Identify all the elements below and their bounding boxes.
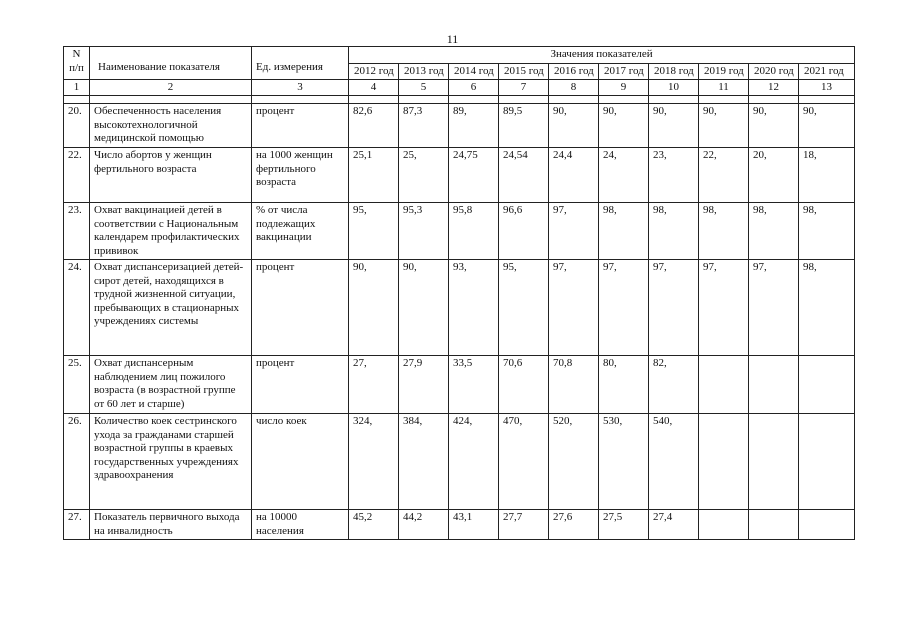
value-cell: 24, — [599, 148, 649, 203]
column-number: 10 — [649, 80, 699, 96]
value-cell: 90, — [599, 104, 649, 148]
value-cell: 18, — [799, 148, 855, 203]
value-cell: 27,5 — [599, 510, 649, 540]
row-number: 24. — [64, 260, 90, 356]
value-cell — [749, 510, 799, 540]
spacer-cell — [599, 96, 649, 104]
indicator-name: Охват диспансеризацией детей-сирот детей, находящихся в трудной жизненной ситуации, пребывающих в стационарных учреждениях системы — [90, 260, 252, 356]
value-cell: 97, — [749, 260, 799, 356]
indicator-name: Показатель первичного выхода на инвалидность — [90, 510, 252, 540]
value-cell — [699, 414, 749, 510]
header-year: 2013 год — [399, 63, 449, 80]
header-year: 2019 год — [699, 63, 749, 80]
indicator-unit: число коек — [252, 414, 349, 510]
value-cell: 90, — [349, 260, 399, 356]
table-row — [64, 510, 855, 540]
value-cell: 89,5 — [499, 104, 549, 148]
value-cell: 27, — [349, 356, 399, 414]
column-number: 6 — [449, 80, 499, 96]
spacer-cell — [90, 96, 252, 104]
value-cell — [749, 414, 799, 510]
row-number: 25. — [64, 356, 90, 414]
value-cell: 90, — [399, 260, 449, 356]
value-cell: 24,54 — [499, 148, 549, 203]
value-cell: 95, — [349, 203, 399, 260]
value-cell — [799, 510, 855, 540]
spacer-cell — [349, 96, 399, 104]
value-cell: 27,9 — [399, 356, 449, 414]
value-cell: 96,6 — [499, 203, 549, 260]
indicator-unit: на 1000 женщин фертильного возраста — [252, 148, 349, 203]
spacer-cell — [449, 96, 499, 104]
spacer-cell — [499, 96, 549, 104]
header-num: N п/п — [64, 47, 90, 80]
value-cell: 470, — [499, 414, 549, 510]
table-row — [64, 414, 855, 510]
value-cell: 90, — [699, 104, 749, 148]
value-cell: 90, — [649, 104, 699, 148]
header-year: 2012 год — [349, 63, 399, 80]
header-row-top — [64, 47, 855, 64]
value-cell: 44,2 — [399, 510, 449, 540]
value-cell: 22, — [699, 148, 749, 203]
value-cell: 97, — [649, 260, 699, 356]
value-cell: 70,8 — [549, 356, 599, 414]
value-cell: 23, — [649, 148, 699, 203]
value-cell: 95,8 — [449, 203, 499, 260]
spacer-cell — [649, 96, 699, 104]
value-cell — [799, 356, 855, 414]
value-cell: 97, — [549, 203, 599, 260]
spacer-cell — [399, 96, 449, 104]
value-cell: 25, — [399, 148, 449, 203]
value-cell: 27,7 — [499, 510, 549, 540]
header-year: 2017 год — [599, 63, 649, 80]
value-cell: 27,6 — [549, 510, 599, 540]
value-cell: 24,75 — [449, 148, 499, 203]
value-cell: 98, — [649, 203, 699, 260]
spacer-cell — [749, 96, 799, 104]
indicator-unit: на 10000 населения — [252, 510, 349, 540]
value-cell — [749, 356, 799, 414]
indicator-name: Число абортов у женщин фертильного возраста — [90, 148, 252, 203]
value-cell: 98, — [749, 203, 799, 260]
value-cell: 98, — [799, 260, 855, 356]
header-year: 2020 год — [749, 63, 799, 80]
row-number: 26. — [64, 414, 90, 510]
row-number: 20. — [64, 104, 90, 148]
column-number: 9 — [599, 80, 649, 96]
table-row — [64, 104, 855, 148]
value-cell: 20, — [749, 148, 799, 203]
value-cell: 87,3 — [399, 104, 449, 148]
value-cell: 97, — [699, 260, 749, 356]
header-unit: Ед. измерения — [252, 47, 349, 80]
value-cell: 98, — [699, 203, 749, 260]
column-number: 12 — [749, 80, 799, 96]
column-number: 4 — [349, 80, 399, 96]
value-cell: 95, — [499, 260, 549, 356]
spacer-cell — [699, 96, 749, 104]
column-number: 3 — [252, 80, 349, 96]
indicator-unit: процент — [252, 260, 349, 356]
column-number: 11 — [699, 80, 749, 96]
page-number: 11 — [446, 32, 459, 46]
column-number: 5 — [399, 80, 449, 96]
value-cell: 90, — [749, 104, 799, 148]
indicator-name: Количество коек сестринского ухода за гражданами старшей возрастной группы в краевых государственных учреждениях здравоохранения — [90, 414, 252, 510]
value-cell: 530, — [599, 414, 649, 510]
header-year: 2015 год — [499, 63, 549, 80]
column-number: 8 — [549, 80, 599, 96]
value-cell: 97, — [549, 260, 599, 356]
value-cell: 520, — [549, 414, 599, 510]
value-cell: 98, — [799, 203, 855, 260]
value-cell — [699, 356, 749, 414]
row-number: 23. — [64, 203, 90, 260]
value-cell: 89, — [449, 104, 499, 148]
header-year: 2021 год — [799, 63, 855, 80]
indicator-name: Охват диспансерным наблюдением лиц пожилого возраста (в возрастной группе от 60 лет и старше) — [90, 356, 252, 414]
row-number: 22. — [64, 148, 90, 203]
value-cell: 43,1 — [449, 510, 499, 540]
column-numbers-row — [64, 80, 855, 96]
value-cell: 324, — [349, 414, 399, 510]
table-body — [64, 96, 855, 540]
value-cell: 384, — [399, 414, 449, 510]
column-number: 7 — [499, 80, 549, 96]
value-cell: 70,6 — [499, 356, 549, 414]
row-number: 27. — [64, 510, 90, 540]
table-row — [64, 260, 855, 356]
spacer-row — [64, 96, 855, 104]
value-cell: 80, — [599, 356, 649, 414]
table-row — [64, 356, 855, 414]
value-cell: 82, — [649, 356, 699, 414]
value-cell: 90, — [549, 104, 599, 148]
spacer-cell — [799, 96, 855, 104]
indicator-unit: процент — [252, 104, 349, 148]
spacer-cell — [252, 96, 349, 104]
value-cell: 93, — [449, 260, 499, 356]
value-cell: 82,6 — [349, 104, 399, 148]
column-number: 13 — [799, 80, 855, 96]
table-row — [64, 148, 855, 203]
header-year: 2018 год — [649, 63, 699, 80]
indicator-unit: процент — [252, 356, 349, 414]
spacer-cell — [549, 96, 599, 104]
value-cell: 33,5 — [449, 356, 499, 414]
value-cell: 97, — [599, 260, 649, 356]
value-cell: 27,4 — [649, 510, 699, 540]
table-row — [64, 203, 855, 260]
header-name: Наименование показателя — [90, 47, 252, 80]
value-cell: 24,4 — [549, 148, 599, 203]
value-cell: 45,2 — [349, 510, 399, 540]
value-cell — [699, 510, 749, 540]
value-cell: 98, — [599, 203, 649, 260]
header-values-group: Значения показателей — [349, 47, 855, 64]
spacer-cell — [64, 96, 90, 104]
column-number: 2 — [90, 80, 252, 96]
indicator-unit: % от числа подлежащих вакцинации — [252, 203, 349, 260]
value-cell: 540, — [649, 414, 699, 510]
value-cell — [799, 414, 855, 510]
value-cell: 95,3 — [399, 203, 449, 260]
column-number: 1 — [64, 80, 90, 96]
indicator-name: Охват вакцинацией детей в соответствии с Национальным календарем профилактических прививок — [90, 203, 252, 260]
header-year: 2014 год — [449, 63, 499, 80]
indicators-table — [63, 46, 855, 540]
header-year: 2016 год — [549, 63, 599, 80]
value-cell: 424, — [449, 414, 499, 510]
value-cell: 25,1 — [349, 148, 399, 203]
indicator-name: Обеспеченность населения высокотехнологичной медицинской помощью — [90, 104, 252, 148]
value-cell: 90, — [799, 104, 855, 148]
